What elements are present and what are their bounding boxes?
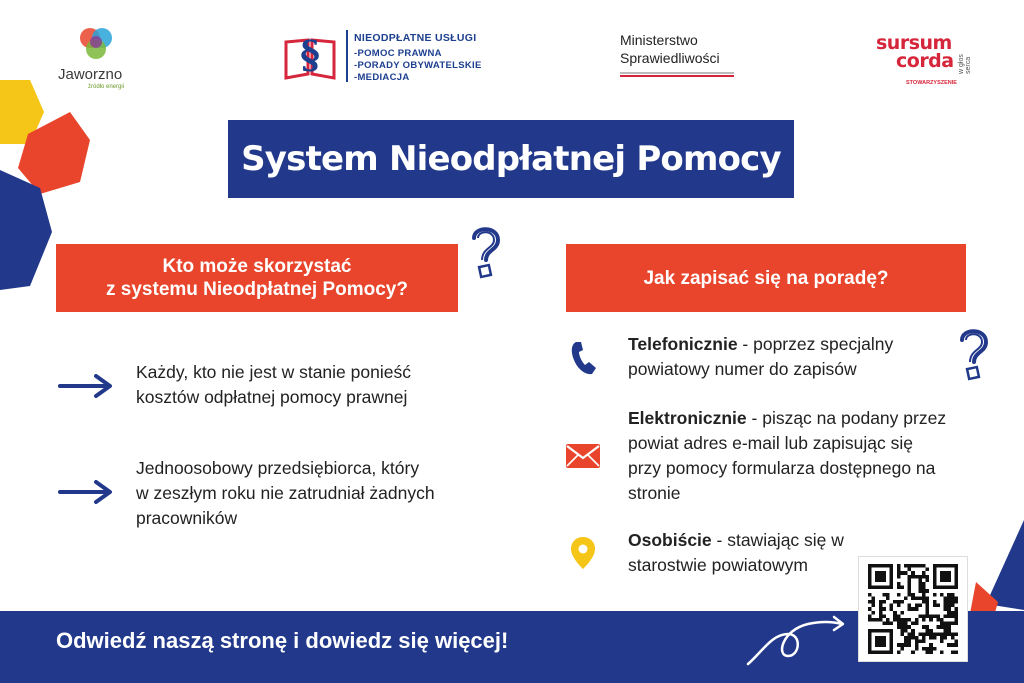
qr-code-icon [866,564,960,654]
sc-word1: sursum [876,32,952,54]
footer-text: Odwiedź naszą stronę i dowiedz się więcej! [56,628,509,653]
left-section-header [56,244,458,312]
question-mark-icon [466,222,506,280]
qr-code[interactable] [858,556,968,662]
jaworzno-tagline: źródło energii [88,84,125,90]
left-item-1-text: Każdy, kto nie jest w stanie ponieść kosztów odpłatnej pomocy prawnej [136,362,411,407]
section-sign-book-icon [282,28,338,84]
location-pin-icon [570,536,596,570]
right-item-inperson-rest: - stawiając się w starostwie powiatowym [628,530,844,575]
sc-word2: corda [896,50,954,72]
logo-nieodplatne-uslugi [282,28,522,88]
right-section-header [566,244,966,312]
ms-flag-red [620,75,734,77]
envelope-icon [566,444,600,468]
ms-line2: Sprawiedliwości [620,50,720,66]
sc-vertical: w głos serca [958,54,972,74]
page-title-banner [228,120,794,198]
arrow-right-icon [58,374,114,398]
right-item-inperson-text [628,528,858,578]
nu-line-pomoc: -POMOC PRAWNA [354,48,442,59]
logo-sursum-corda [872,30,982,92]
left-section-header-text: Kto może skorzystać z systemu Nieodpłatnej Pomocy? [106,256,408,300]
right-item-inperson-bold: Osobiście [628,530,712,550]
page-title: System Nieodpłatnej Pomocy [241,139,781,179]
jaworzno-name: Jaworzno [58,66,123,83]
right-item-phone-bold: Telefonicznie [628,334,738,354]
ms-flag-white [620,72,734,74]
nu-divider [346,30,348,82]
logo-ministerstwo [618,30,748,82]
nu-line-porady: -PORADY OBYWATELSKIE [354,60,482,71]
phone-icon [570,340,598,376]
nu-title: NIEODPŁATNE USŁUGI [354,32,477,44]
right-item-email-rest: - pisząc na podany przez powiat adres e-mail lub zapisując się przy pomocy formularza dostępnego na stronie [628,408,947,503]
right-section-header-text: Jak zapisać się na poradę? [643,267,889,289]
sc-assoc: STOWARZYSZENIE [906,80,957,86]
question-mark-icon [954,324,994,382]
jaworzno-mark-icon [76,24,116,64]
right-item-phone-text [628,332,948,382]
right-item-phone-rest: - poprzez specjalny powiatowy numer do zapisów [628,334,894,379]
right-item-email-bold: Elektronicznie [628,408,747,428]
right-item-email-text [628,406,948,506]
svg-text:§: § [300,32,320,77]
left-item-2-text: Jednoosobowy przedsiębiorca, który w zeszłym roku nie zatrudniał żadnych pracowników [136,458,435,528]
swirl-arrow-icon [742,612,852,672]
arrow-right-icon [58,480,114,504]
ms-line1: Ministerstwo [620,32,698,48]
nu-line-mediacja: -MEDIACJA [354,72,410,83]
logo-jaworzno [54,22,144,92]
